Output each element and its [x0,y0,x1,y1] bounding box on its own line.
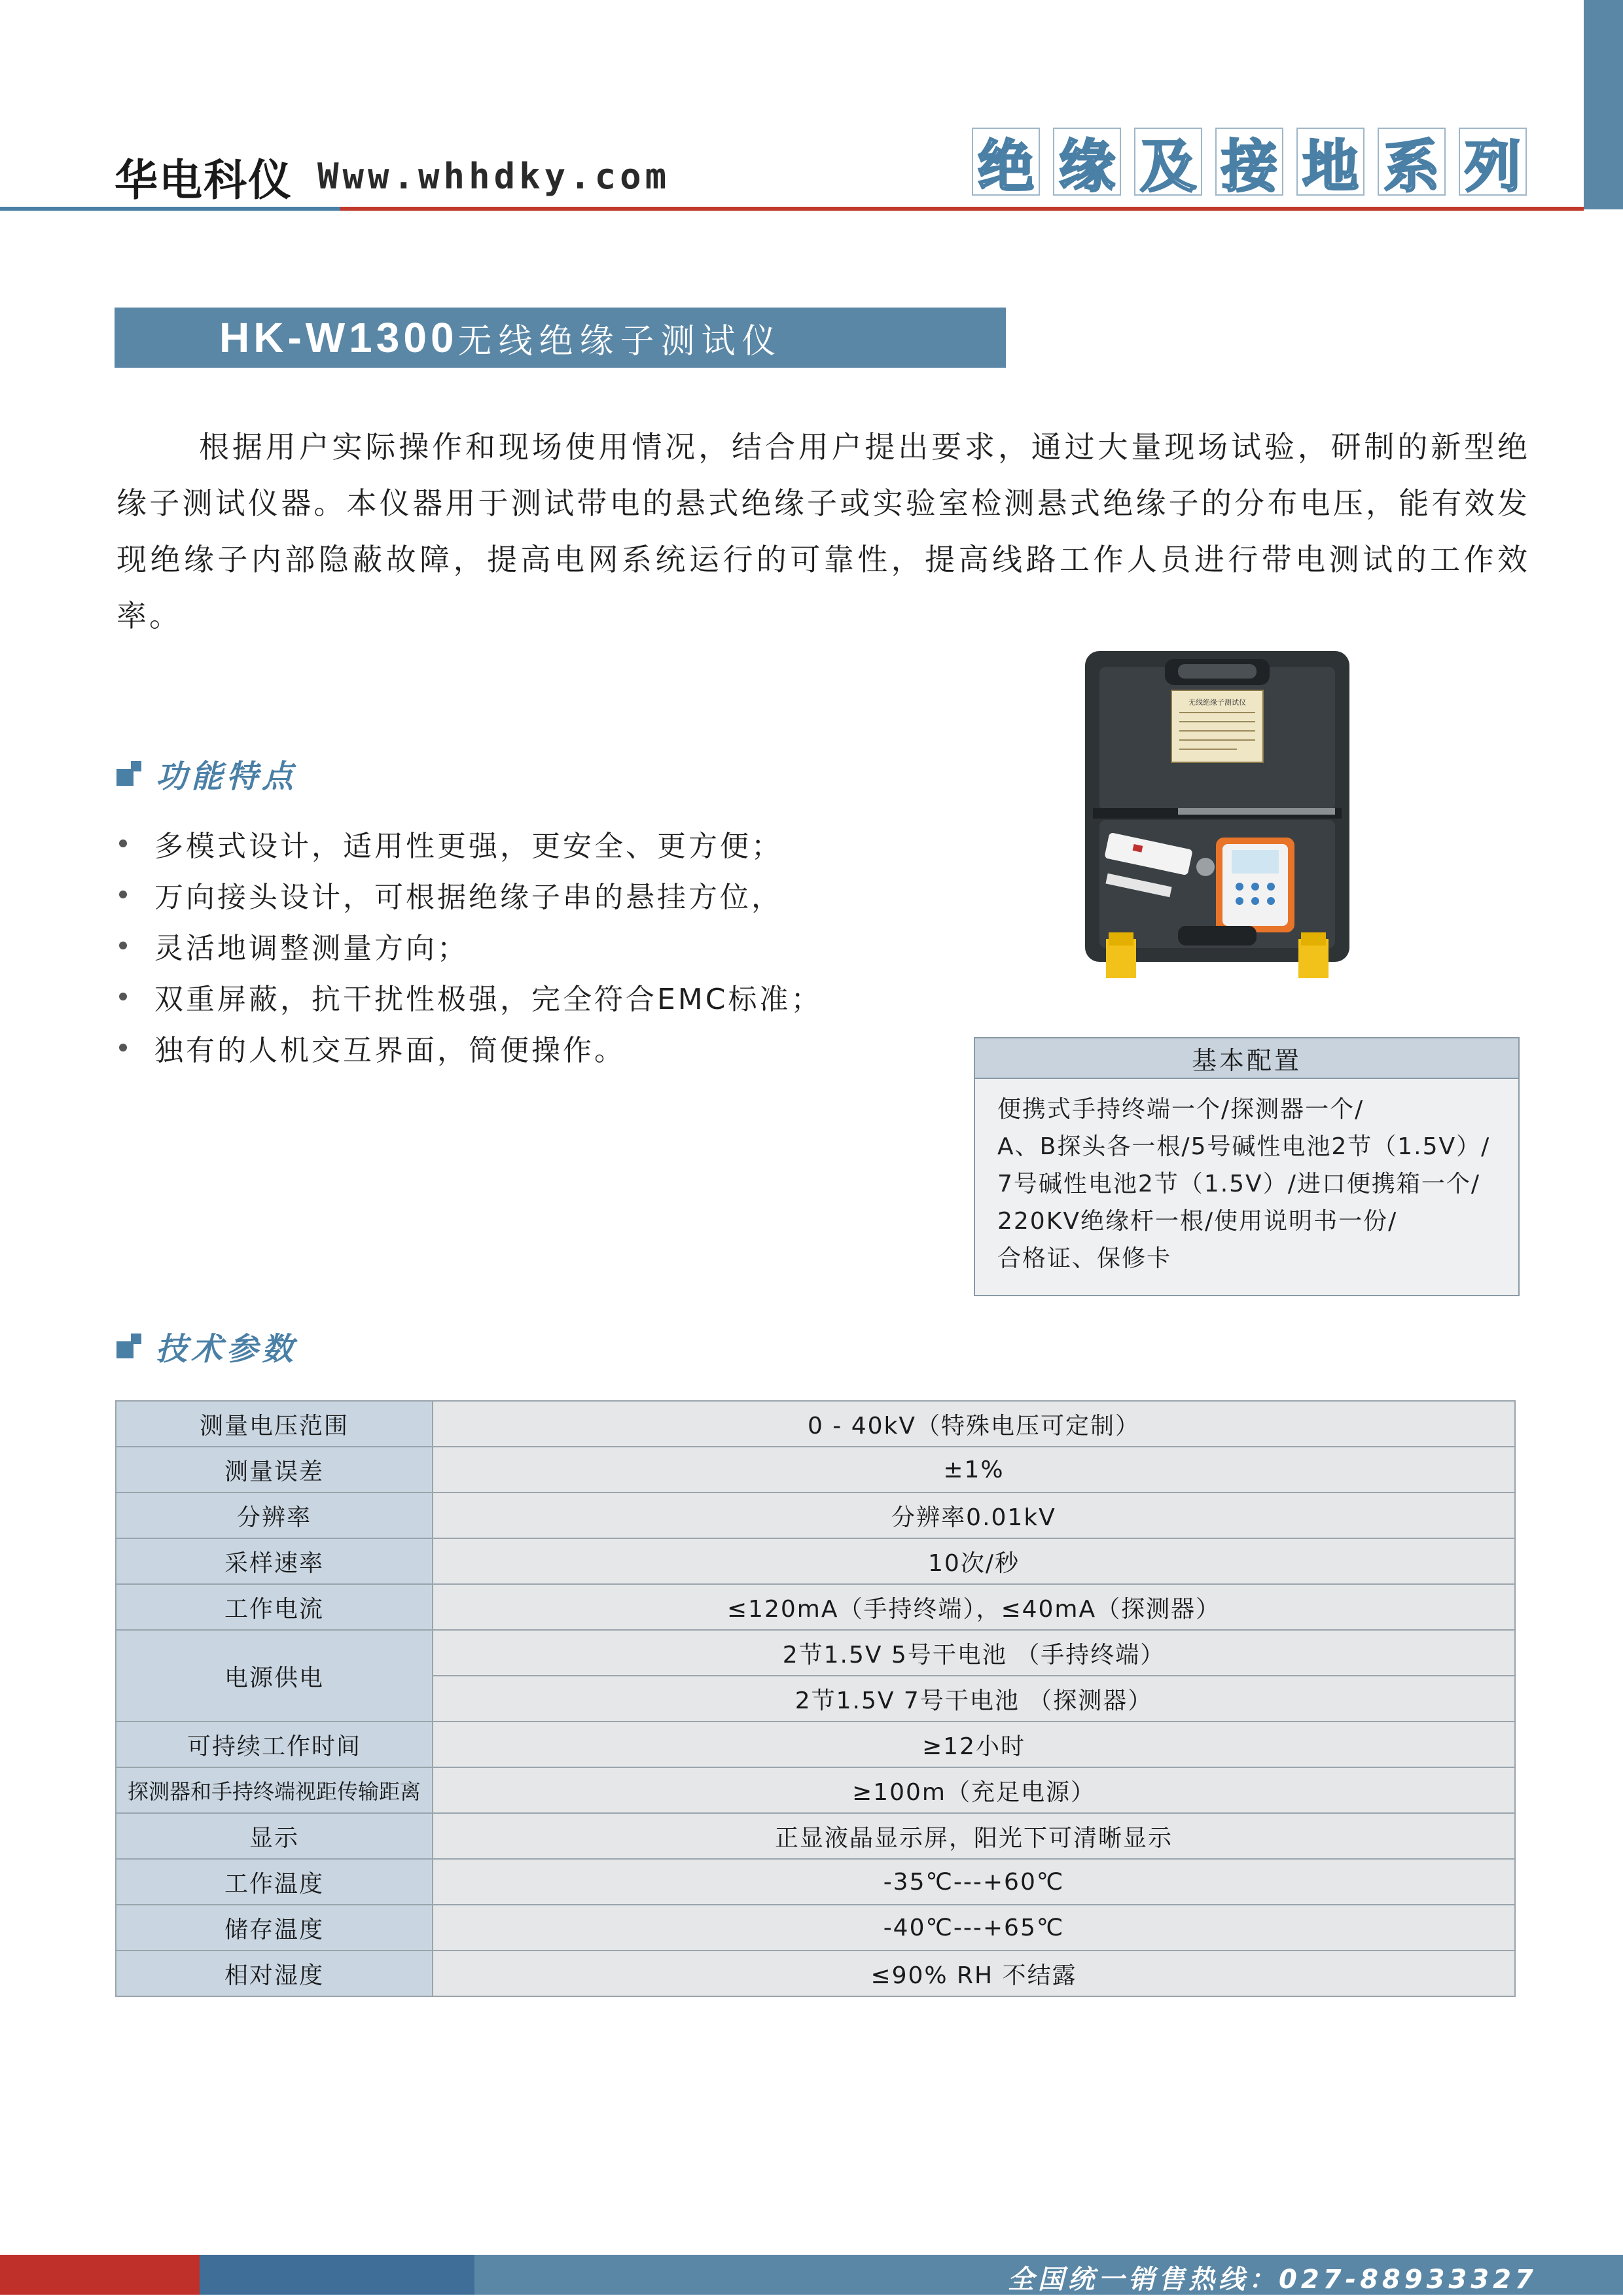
list-item: 双重屏蔽，抗干扰性极强，完全符合EMC标准； [116,971,823,1022]
table-row [116,1722,1515,1767]
footer-red-band [0,2255,200,2295]
list-item: 多模式设计，适用性更强，更安全、更方便； [116,818,823,869]
table-row [116,1401,1515,1447]
config-line: 220KV绝缘杆一根/使用说明书一份/ [997,1208,1398,1235]
section-squares-icon [116,761,143,787]
spec-value: 分辨率0.01kV [433,1492,1515,1538]
series-title [972,128,1527,200]
table-row [116,1951,1515,1996]
spec-value: 正显液晶显示屏，阳光下可清晰显示 [433,1813,1515,1859]
config-line: 7号碱性电池2节（1.5V）/进口便携箱一个/ [997,1171,1480,1197]
config-line: 便携式手持终端一个/探测器一个/ [997,1096,1364,1123]
list-item: 独有的人机交互界面，简便操作。 [116,1022,823,1073]
bullet-icon [119,1044,127,1051]
list-item: 万向接头设计，可根据绝缘子串的悬挂方位， [116,869,823,920]
specs-heading-text: 技术参数 [156,1331,298,1368]
features-heading-text: 功能特点 [156,758,298,795]
table-row [116,1492,1515,1538]
bullet-icon [119,942,127,949]
series-char: 及 [1134,128,1202,196]
spec-key: 可持续工作时间 [116,1722,433,1767]
bullet-icon [119,891,127,898]
spec-key: 测量误差 [116,1447,433,1492]
basic-config-heading: 基本配置 [975,1038,1518,1079]
header-divider-red [340,207,1584,211]
spec-key: 工作电流 [116,1584,433,1630]
bullet-icon [119,993,127,1000]
spec-key: 测量电压范围 [116,1401,433,1447]
spec-key: 相对湿度 [116,1951,433,1996]
series-char: 列 [1459,128,1527,196]
series-char: 地 [1296,128,1364,196]
table-row [116,1584,1515,1630]
spec-key: 采样速率 [116,1538,433,1584]
spec-table [115,1400,1516,1997]
bullet-icon [119,839,127,847]
spec-key: 探测器和手持终端视距传输距离 [116,1767,433,1813]
series-char: 绝 [972,128,1040,196]
product-title-bar [115,308,1006,368]
spec-value: -40℃---+65℃ [433,1905,1515,1951]
footer-hotline: 全国统一销售热线：027-88933327 [1008,2265,1537,2295]
right-accent-bar [1584,0,1623,209]
spec-key: 显示 [116,1813,433,1859]
spec-value: 10次/秒 [433,1538,1515,1584]
spec-value: 0 - 40kV（特殊电压可定制） [433,1401,1515,1447]
series-char: 接 [1215,128,1283,196]
spec-key: 分辨率 [116,1492,433,1538]
series-char: 缘 [1053,128,1121,196]
product-case-image [1080,645,1355,988]
table-row [116,1905,1515,1951]
table-row [116,1813,1515,1859]
table-row [116,1447,1515,1492]
basic-config-box [974,1037,1520,1296]
config-line: 合格证、保修卡 [997,1245,1172,1272]
list-item: 灵活地调整测量方向； [116,920,823,971]
config-line: A、B探头各一根/5号碱性电池2节（1.5V）/ [997,1133,1491,1160]
spec-value: 2节1.5V 7号干电池 （探测器） [433,1676,1515,1722]
spec-key: 电源供电 [116,1630,433,1722]
spec-value: ≥12小时 [433,1722,1515,1767]
specs-heading [116,1324,297,1369]
spec-value: ≥100m（充足电源） [433,1767,1515,1813]
spec-value: -35℃---+60℃ [433,1859,1515,1905]
spec-value: ≤90% RH 不结露 [433,1951,1515,1996]
spec-value: 2节1.5V 5号干电池 （手持终端） [433,1630,1515,1676]
spec-key: 工作温度 [116,1859,433,1905]
series-char: 系 [1378,128,1446,196]
table-row [116,1767,1515,1813]
features-heading [116,751,297,796]
footer-dark-band [200,2255,474,2295]
table-row [116,1859,1515,1905]
spec-key: 储存温度 [116,1905,433,1951]
features-list [116,818,823,1073]
spec-value: ≤120mA（手持终端），≤40mA（探测器） [433,1584,1515,1630]
product-name: 无线绝缘子测试仪 [457,321,783,361]
intro-paragraph: 根据用户实际操作和现场使用情况，结合用户提出要求，通过大量现场试验，研制的新型绝缘子测试仪器。本仪器用于测试带电的悬式绝缘子或实验室检测悬式绝缘子的分布电压，能有效发现绝缘子内部隐蔽故障，提高电网系统运行的可靠性，提高线路工作人员进行带电测试的工作效率。 [116,429,1530,633]
product-model: HK-W1300 [219,314,458,361]
table-row [116,1630,1515,1676]
table-row [116,1538,1515,1584]
case-label-text: 无线绝缘子测试仪 [1188,698,1246,707]
brand-name: 华电科仪 [115,155,293,205]
brand-url[interactable]: Www.whhdky.com [317,156,671,197]
header-divider-blue [0,207,340,211]
section-squares-icon [116,1333,143,1360]
spec-value: ±1% [433,1447,1515,1492]
